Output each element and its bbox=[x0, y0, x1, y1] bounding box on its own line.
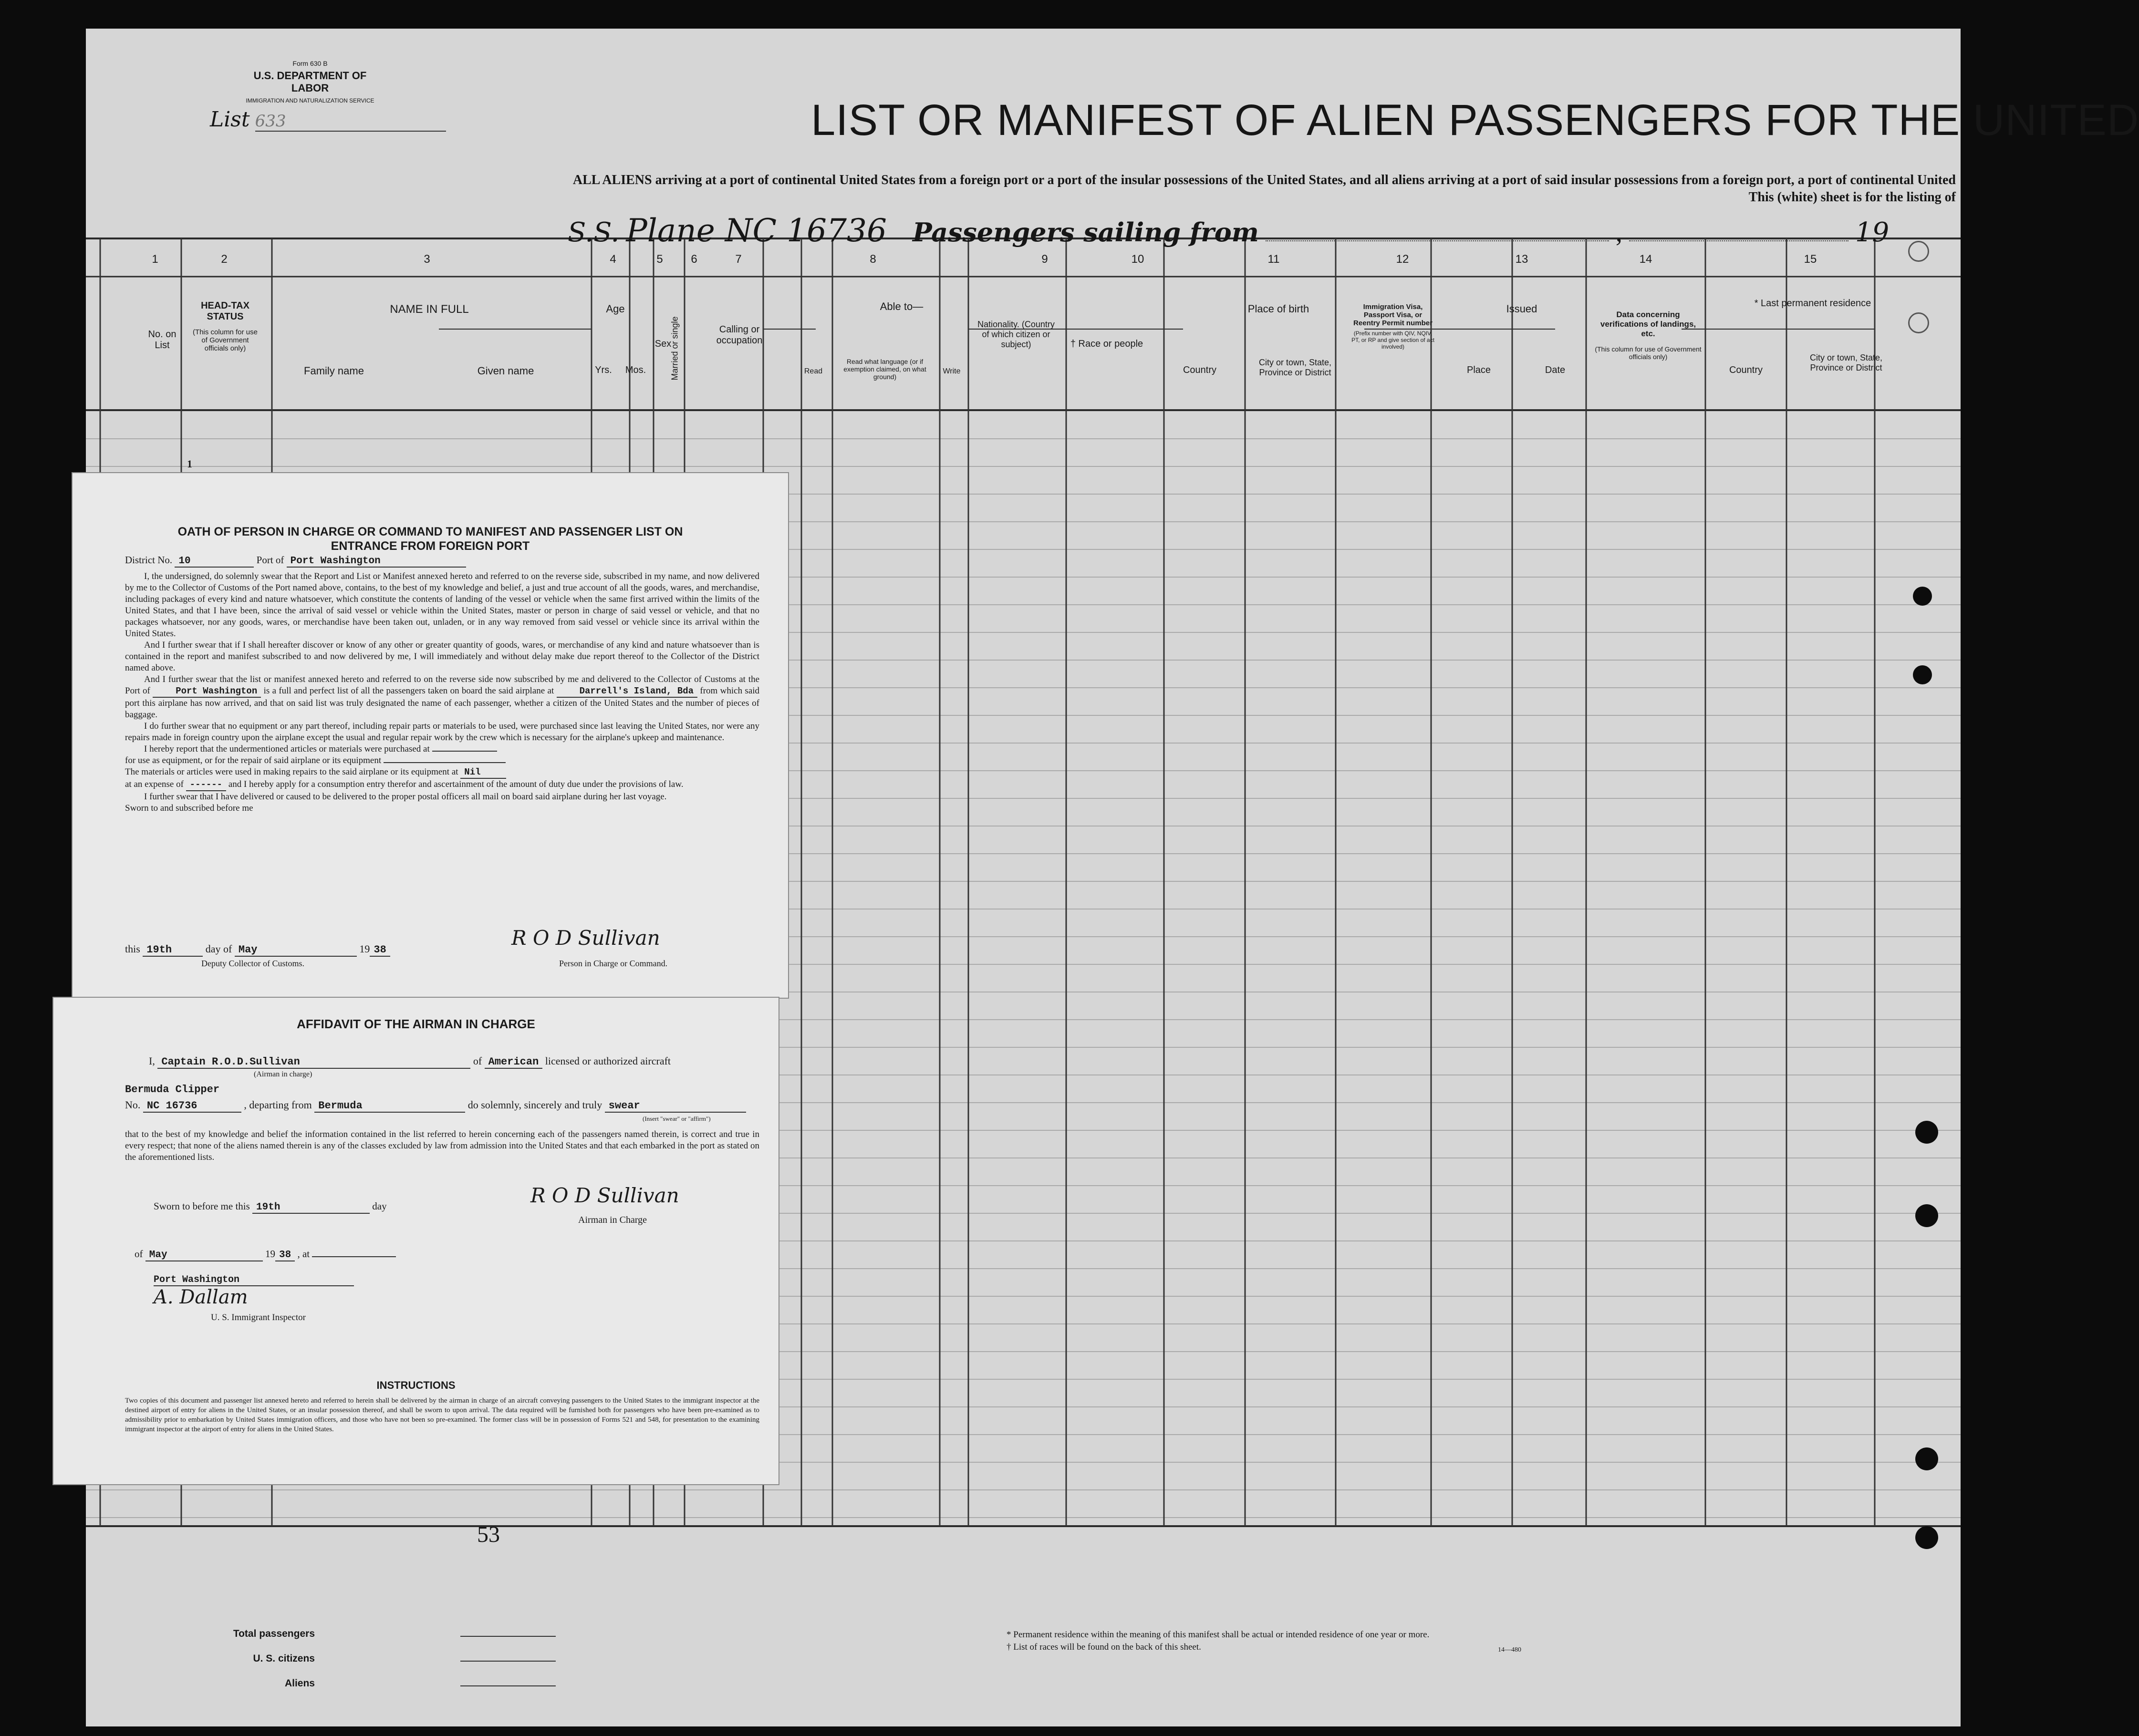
affidavit-title: AFFIDAVIT OF THE AIRMAN IN CHARGE bbox=[297, 1017, 535, 1031]
list-number: 633 bbox=[255, 112, 446, 132]
district-value: 10 bbox=[175, 556, 254, 568]
col-num-2: 2 bbox=[221, 253, 228, 266]
oath-date-line bbox=[125, 943, 390, 957]
col-num-8: 8 bbox=[870, 253, 876, 266]
oath-para-3c: from which said port this airplane has now arrived, and that on said list was truly designated the name of each passenger, whether a citizen of the United States and the number of pieces of baggage. bbox=[125, 686, 760, 720]
oath-para-2: And I further swear that if I shall hereafter discover or know of any other or greater quantity of goods, wares, or merchandise of any kind and nature whatsoever than is contained in the report and manifest subscribed to and now delivered by me, I will immediately and without delay make due report thereof to the Collector of the District named above. bbox=[125, 640, 759, 673]
oath-para-3-place: Darrell's Island, Bda bbox=[557, 685, 697, 698]
footnote-1: * Permanent residence within the meaning of this manifest shall be actual or intended residence of one year or more. bbox=[1007, 1630, 1430, 1640]
col-num-10: 10 bbox=[1131, 253, 1144, 266]
oath-title-line-1: OATH OF PERSON IN CHARGE OR COMMAND TO MANIFEST AND PASSENGER LIST ON bbox=[177, 525, 683, 538]
aircraft-no-label: No. bbox=[125, 1099, 141, 1111]
affidavit-body: that to the best of my knowledge and belief the information contained in the list referred to herein concerning each of the passengers named therein, is correct and true in every respect; that none of the aliens named therein is any of the classes excluded by law from admission into the United States and that each embarked in the port as stated on the aforementioned lists. bbox=[125, 1129, 759, 1162]
airman-nationality: American bbox=[485, 1056, 543, 1069]
swear-value: swear bbox=[605, 1100, 746, 1113]
col-num-11: 11 bbox=[1267, 253, 1280, 266]
oath-signature: R O D Sullivan bbox=[511, 926, 660, 950]
district-line bbox=[125, 554, 466, 568]
page-title: LIST OR MANIFEST OF ALIEN PASSENGERS FOR THE UNITED bbox=[811, 96, 2139, 145]
vessel-prefix: S.S. bbox=[568, 217, 620, 248]
header-calling: Calling or occupation bbox=[716, 324, 763, 346]
oath-para-6 bbox=[125, 755, 759, 766]
header-nationality: Nationality. (Country of which citizen or subject) bbox=[977, 320, 1055, 349]
binder-hole bbox=[1915, 1447, 1938, 1470]
deputy-label: Deputy Collector of Customs. bbox=[201, 959, 304, 968]
header-place-of-birth: Place of birth bbox=[1247, 303, 1309, 315]
port-value: Port Washington bbox=[287, 556, 466, 568]
header-read: Read bbox=[804, 367, 823, 375]
binder-hole bbox=[1908, 312, 1929, 333]
oath-para-8b: and I hereby apply for a consumption entry therefor and ascertainment of the amount of duty due under the provisions of law. bbox=[228, 779, 684, 789]
oath-para-3-port: Port Washington bbox=[153, 685, 261, 698]
licensed-label: licensed or authorized aircraft bbox=[545, 1055, 671, 1067]
affidavit-sworn-label: Sworn to before me this bbox=[154, 1200, 250, 1212]
col-num-15: 15 bbox=[1804, 253, 1817, 266]
binder-hole bbox=[1915, 1204, 1938, 1227]
us-citizens-line bbox=[460, 1661, 556, 1662]
year-prefix: 19 bbox=[1855, 217, 1890, 248]
oath-para-8-value: ------ bbox=[186, 779, 226, 791]
affidavit-at-field bbox=[312, 1256, 396, 1257]
oath-year-prefix: 19 bbox=[359, 943, 370, 955]
header-head-tax-note: (This column for use of Government officials only) bbox=[193, 328, 258, 352]
oath-para-8 bbox=[125, 779, 759, 791]
solemnly-label: do solemnly, sincerely and truly bbox=[467, 1099, 602, 1111]
oath-day: 19th bbox=[143, 944, 203, 957]
col-num-1: 1 bbox=[152, 253, 158, 266]
aircraft-line bbox=[125, 1099, 746, 1113]
col-num-5: 5 bbox=[656, 253, 663, 266]
sailing-date-field bbox=[1629, 240, 1848, 241]
header-race: † Race or people bbox=[1070, 339, 1143, 349]
header-given-name: Given name bbox=[477, 365, 534, 377]
header-residence-city: City or town, State, Province or District bbox=[1809, 353, 1883, 372]
form-code: 14—480 bbox=[1498, 1646, 1521, 1653]
airman-of-label: of bbox=[473, 1055, 482, 1067]
header-head-tax bbox=[190, 300, 260, 352]
oath-para-8a: at an expense of bbox=[125, 779, 184, 789]
header-issued: Issued bbox=[1506, 303, 1537, 315]
vessel-handwritten: Plane NC 16736 bbox=[626, 212, 887, 249]
oath-title-line-2: ENTRANCE FROM FOREIGN PORT bbox=[331, 539, 530, 553]
header-residence-country: Country bbox=[1729, 365, 1763, 375]
swear-note: (Insert "swear" or "affirm") bbox=[643, 1115, 711, 1122]
binder-hole bbox=[1913, 587, 1932, 606]
passengers-sailing-from: Passengers sailing from bbox=[912, 217, 1259, 248]
binder-hole bbox=[1908, 241, 1929, 262]
oath-para-5-text: I hereby report that the undermentioned articles or materials were purchased at bbox=[144, 744, 430, 754]
oath-para-6-text: for use as equipment, or for the repair of said airplane or its equipment bbox=[125, 755, 382, 765]
list-label: List bbox=[210, 107, 250, 132]
instructions-title: INSTRUCTIONS bbox=[376, 1379, 456, 1391]
col-num-12: 12 bbox=[1396, 253, 1409, 266]
header-issued-date: Date bbox=[1545, 365, 1566, 375]
aircraft-name: Bermuda Clipper bbox=[125, 1084, 220, 1095]
oath-para-7 bbox=[125, 766, 759, 779]
oath-month: May bbox=[235, 944, 357, 957]
instructions-text: Two copies of this document and passenger list annexed hereto and referred to herein shall be delivered by the airman in charge of an aircraft conveying passengers to the United States to the immigrant inspector at the destined airport of entry for aliens in the United States, or an insular possession thereof, and shall be sworn to upon arrival. The data required will be furnished both for passengers who have been pre-examined as to admissibility prior to embarkation by United States immigration officers, and those who have not been so pre-examined. The former class will be in possession of Forms 521 and 548, for presentation to the examining immigrant inspector at the airport of entry for aliens in the United States. bbox=[125, 1397, 759, 1433]
affidavit-sworn-line bbox=[154, 1200, 387, 1214]
district-label: District No. bbox=[125, 554, 173, 566]
form-number: Form 630 B bbox=[292, 60, 328, 67]
oath-para-6-field bbox=[384, 762, 506, 763]
col-num-13: 13 bbox=[1515, 253, 1528, 266]
header-age-yrs: Yrs. bbox=[595, 365, 612, 375]
oath-para-5 bbox=[125, 744, 759, 755]
totals-block bbox=[210, 1622, 315, 1696]
header-family-name: Family name bbox=[304, 365, 364, 377]
header-head-tax-label: HEAD-TAX STATUS bbox=[201, 300, 249, 322]
header-verifications-label: Data concerning verifications of landings, etc. bbox=[1600, 310, 1696, 338]
col-num-4: 4 bbox=[610, 253, 616, 266]
affidavit-day: 19th bbox=[252, 1202, 370, 1214]
notice-line-2: This (white) sheet is for the listing of bbox=[1748, 190, 1956, 205]
header-read-language: Read what language (or if exemption claimed, on what ground) bbox=[843, 358, 926, 381]
total-passengers-label: Total passengers bbox=[233, 1628, 315, 1639]
list-field bbox=[210, 107, 446, 132]
col-num-7: 7 bbox=[735, 253, 742, 266]
notice bbox=[544, 172, 1956, 206]
binder-hole bbox=[1915, 1526, 1938, 1549]
total-passengers-line bbox=[460, 1636, 556, 1637]
form-header bbox=[239, 57, 382, 107]
affidavit-date-line bbox=[135, 1248, 396, 1261]
binder-hole bbox=[1913, 665, 1932, 684]
affidavit-month: May bbox=[145, 1250, 263, 1261]
header-birth-city: City or town, State, Province or District bbox=[1258, 358, 1332, 377]
departing-value: Bermuda bbox=[314, 1100, 465, 1113]
affidavit-at-label: , at bbox=[297, 1248, 310, 1260]
col-num-6: 6 bbox=[691, 253, 697, 266]
oath-year: 38 bbox=[370, 944, 390, 957]
vessel-line bbox=[568, 212, 1889, 249]
sailing-comma: , bbox=[1615, 218, 1622, 248]
oath-para-3a: And I further swear that the list or manifest annexed hereto and referred to on the reverse side now subscribed by me and delivered to the Collector of Customs at the Port of bbox=[125, 674, 759, 696]
sailing-from-field bbox=[1266, 240, 1609, 241]
oath-para-5-field bbox=[432, 751, 497, 752]
oath-para-3 bbox=[125, 674, 759, 721]
aliens-label: Aliens bbox=[284, 1678, 315, 1689]
oath-card bbox=[72, 472, 789, 999]
header-married-single: Married or single bbox=[670, 316, 680, 381]
header-visa bbox=[1350, 303, 1436, 350]
header-verifications bbox=[1593, 310, 1703, 361]
service: IMMIGRATION AND NATURALIZATION SERVICE bbox=[246, 97, 374, 104]
col-num-14: 14 bbox=[1639, 253, 1652, 266]
notice-line-1: ALL ALIENS arriving at a port of continental United States from a foreign port or a port of the insular possessions of the United States, and all aliens arriving at a port of said insular possessions from a foreign port, a port of continental United bbox=[572, 173, 1956, 187]
inspector-label: U. S. Immigrant Inspector bbox=[211, 1312, 306, 1323]
header-visa-label: Immigration Visa, Passport Visa, or Reentry Permit number bbox=[1353, 303, 1433, 327]
col-num-3: 3 bbox=[424, 253, 430, 266]
header-write: Write bbox=[943, 367, 961, 375]
oath-para-9: I further swear that I have delivered or caused to be delivered to the proper postal officers all mail on board said airplane during her last voyage. bbox=[144, 792, 667, 802]
aircraft-number: NC 16736 bbox=[143, 1100, 241, 1113]
affidavit-card bbox=[52, 997, 779, 1485]
airman-line bbox=[149, 1055, 671, 1069]
affidavit-year: 38 bbox=[275, 1250, 295, 1261]
oath-sworn: Sworn to and subscribed before me bbox=[125, 803, 253, 813]
oath-para-7-text: The materials or articles were used in making repairs to the said airplane or its equipment at bbox=[125, 767, 458, 777]
oath-para-3b: is a full and perfect list of all the passengers taken on board the said airplane at bbox=[263, 686, 554, 696]
footnotes bbox=[1007, 1629, 1429, 1653]
affidavit-year-prefix: 19 bbox=[265, 1248, 275, 1260]
airman-in-charge-label: Airman in Charge bbox=[578, 1215, 647, 1225]
oath-body bbox=[125, 571, 759, 814]
header-last-residence: * Last permanent residence bbox=[1754, 298, 1871, 309]
oath-para-4: I do further swear that no equipment or any part thereof, including repair parts or materials to be used, were purchased since last leaving the United States, nor were any repairs made in foreign country upon the airplane except the usual and regular repair work by the crew which is necessary for the airplane's upkeep and maintenance. bbox=[125, 721, 759, 743]
header-no-on-list: No. on List bbox=[148, 329, 177, 351]
header-sex: Sex bbox=[654, 339, 672, 349]
person-in-charge-label: Person in Charge or Command. bbox=[559, 959, 668, 968]
oath-para-1: I, the undersigned, do solemnly swear that the Report and List or Manifest annexed hereto and referred to on the reverse side, subscribed in my name, and now delivered by me to the Collector of Customs of the Port named above, contains, to the best of my knowledge and belief, a just and true account of all the goods, wares, and merchandise, including packages of every kind and nature whatsoever, which constitute the contents of landing of the vessel or vehicle when the same first arrived within the limits of the United States, and that I have been, since the arrival of said vessel or vehicle within the United States, master or person in charge of said vessel or vehicle, and that no packages whatsoever, nor any goods, wares, or merchandise have been taken out, unladen, or in any way removed from said vessel or vehicle since its arrival within the United States. bbox=[125, 571, 759, 639]
affidavit-of-label: of bbox=[135, 1248, 143, 1260]
header-age: Age bbox=[606, 303, 625, 315]
us-citizens-label: U. S. citizens bbox=[253, 1653, 315, 1664]
aliens-line bbox=[460, 1685, 556, 1686]
oath-day-label: day of bbox=[205, 943, 232, 955]
departing-label: , departing from bbox=[244, 1099, 312, 1111]
header-visa-note: (Prefix number with QIV, NQIV, PT, or RP and give section of act involved) bbox=[1351, 330, 1434, 350]
row-number: 1 bbox=[187, 458, 192, 470]
header-name-in-full: NAME IN FULL bbox=[390, 303, 469, 316]
header-verifications-note: (This column for use of Government officials only) bbox=[1595, 345, 1702, 361]
header-age-mos: Mos. bbox=[625, 365, 646, 375]
oath-title bbox=[101, 525, 759, 553]
col-num-9: 9 bbox=[1041, 253, 1048, 266]
binder-hole bbox=[1915, 1121, 1938, 1144]
port-label: Port of bbox=[256, 554, 284, 566]
affidavit-signature: R O D Sullivan bbox=[530, 1184, 679, 1207]
page-number: 53 bbox=[477, 1522, 500, 1547]
header-able-to: Able to— bbox=[880, 300, 924, 312]
header-birth-country: Country bbox=[1183, 365, 1217, 375]
oath-this-label: this bbox=[125, 943, 140, 955]
oath-para-7-value: Nil bbox=[460, 766, 506, 779]
airman-i-label: I, bbox=[149, 1055, 155, 1067]
airman-in-charge-note: (Airman in charge) bbox=[254, 1070, 312, 1078]
header-issued-place: Place bbox=[1466, 365, 1491, 375]
department: U.S. DEPARTMENT OF LABOR bbox=[253, 70, 367, 94]
affidavit-day-label: day bbox=[372, 1200, 387, 1212]
inspector-signature: A. Dallam bbox=[154, 1286, 248, 1308]
affidavit-place: Port Washington bbox=[154, 1274, 354, 1286]
airman-name: Captain R.O.D.Sullivan bbox=[157, 1056, 470, 1069]
footnote-2: † List of races will be found on the back of this sheet. bbox=[1007, 1642, 1201, 1652]
